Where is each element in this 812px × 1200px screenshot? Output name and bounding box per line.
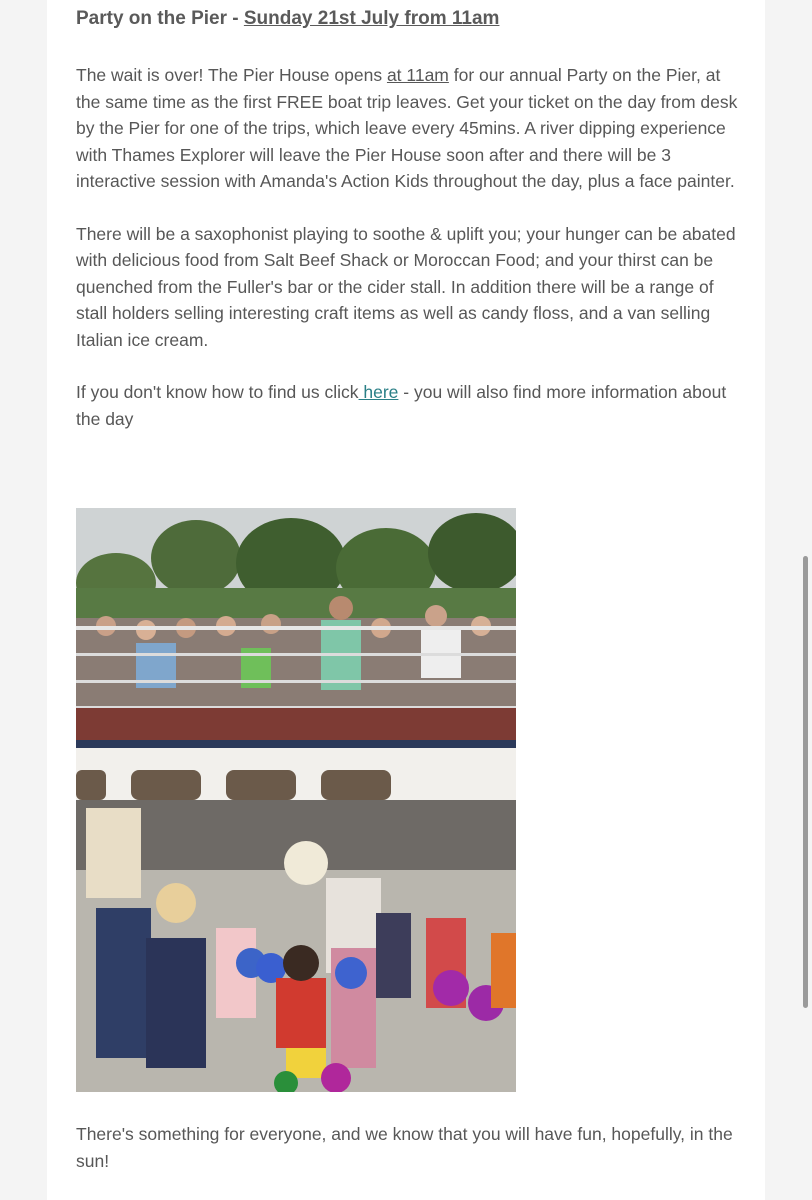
- intro-part2: for our annual Party on the Pier, at the same time as the first FREE boat trip leaves. Get your ticket on the day from desk by the Pier for one of the trips, which leave every 45mins. A river dipping experience with Thames Explorer will leave the Pier House soon after and there will be 3 interactive session with Amanda's Action Kids throughout the day, plus a face painter.: [76, 65, 738, 191]
- intro-paragraph: [76, 62, 744, 195]
- here-link[interactable]: here: [358, 382, 399, 402]
- event-photo-collage: [76, 508, 516, 1092]
- intro-part1: The wait is over! The Pier House opens: [76, 65, 387, 85]
- scrollbar-thumb[interactable]: [803, 556, 808, 1008]
- article-content: [76, 0, 744, 432]
- directions-before: If you don't know how to find us click: [76, 382, 359, 402]
- directions-after: - you will also find more information about the day: [76, 382, 727, 429]
- time-link[interactable]: at 11am: [386, 65, 449, 85]
- article-heading: [76, 5, 744, 33]
- directions-paragraph: [76, 379, 744, 432]
- heading-date: Sunday 21st July from 11am: [243, 8, 500, 29]
- food-paragraph: There will be a saxophonist playing to soothe & uplift you; your hunger can be abated with delicious food from Salt Beef Shack or Moroccan Food; and your thirst can be quenched from the Fuller's bar or the cider stall. In addition there will be a range of stall holders selling interesting craft items as well as candy floss, and a van selling Italian ice cream.: [76, 223, 736, 350]
- photo-illustration: [76, 508, 516, 1092]
- scrollbar[interactable]: [800, 0, 812, 1200]
- closing-paragraph: There's something for everyone, and we know that you will have fun, hopefully, in the sun!: [76, 1124, 733, 1171]
- heading-prefix: Party on the Pier -: [76, 8, 244, 29]
